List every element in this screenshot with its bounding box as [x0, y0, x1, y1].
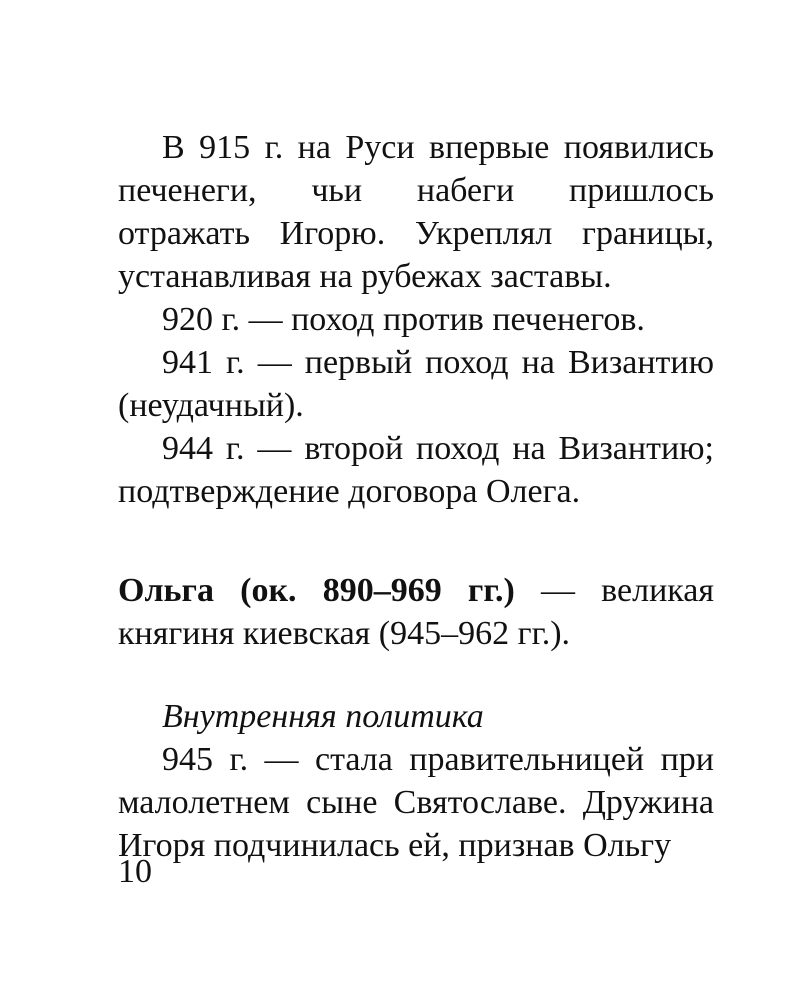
olga-heading-title: Ольга (ок. 890–969 гг.) — [118, 572, 515, 609]
section-subheading: Внутренняя политика — [162, 698, 484, 735]
page-body — [118, 126, 714, 867]
olga-heading — [118, 569, 714, 655]
paragraph-920: 920 г. — поход против печенегов. — [162, 301, 645, 338]
paragraph-945: 945 г. — стала правительницей при малолетнем сыне Святославе. Дружина Игоря подчинилась ей, признав Ольгу — [118, 741, 714, 864]
paragraph-941: 941 г. — первый поход на Византию (неудачный). — [118, 344, 714, 424]
paragraph-pechenegs: В 915 г. на Руси впервые появились печенеги, чьи набеги пришлось отражать Игорю. Укреплял границы, устанавливая на рубежах заставы. — [118, 129, 714, 295]
paragraph-944: 944 г. — второй поход на Византию; подтверждение договора Олега. — [118, 430, 714, 510]
olga-heading-description: — великая княгиня киевская (945–962 гг.). — [118, 572, 714, 652]
page-number: 10 — [118, 853, 152, 890]
